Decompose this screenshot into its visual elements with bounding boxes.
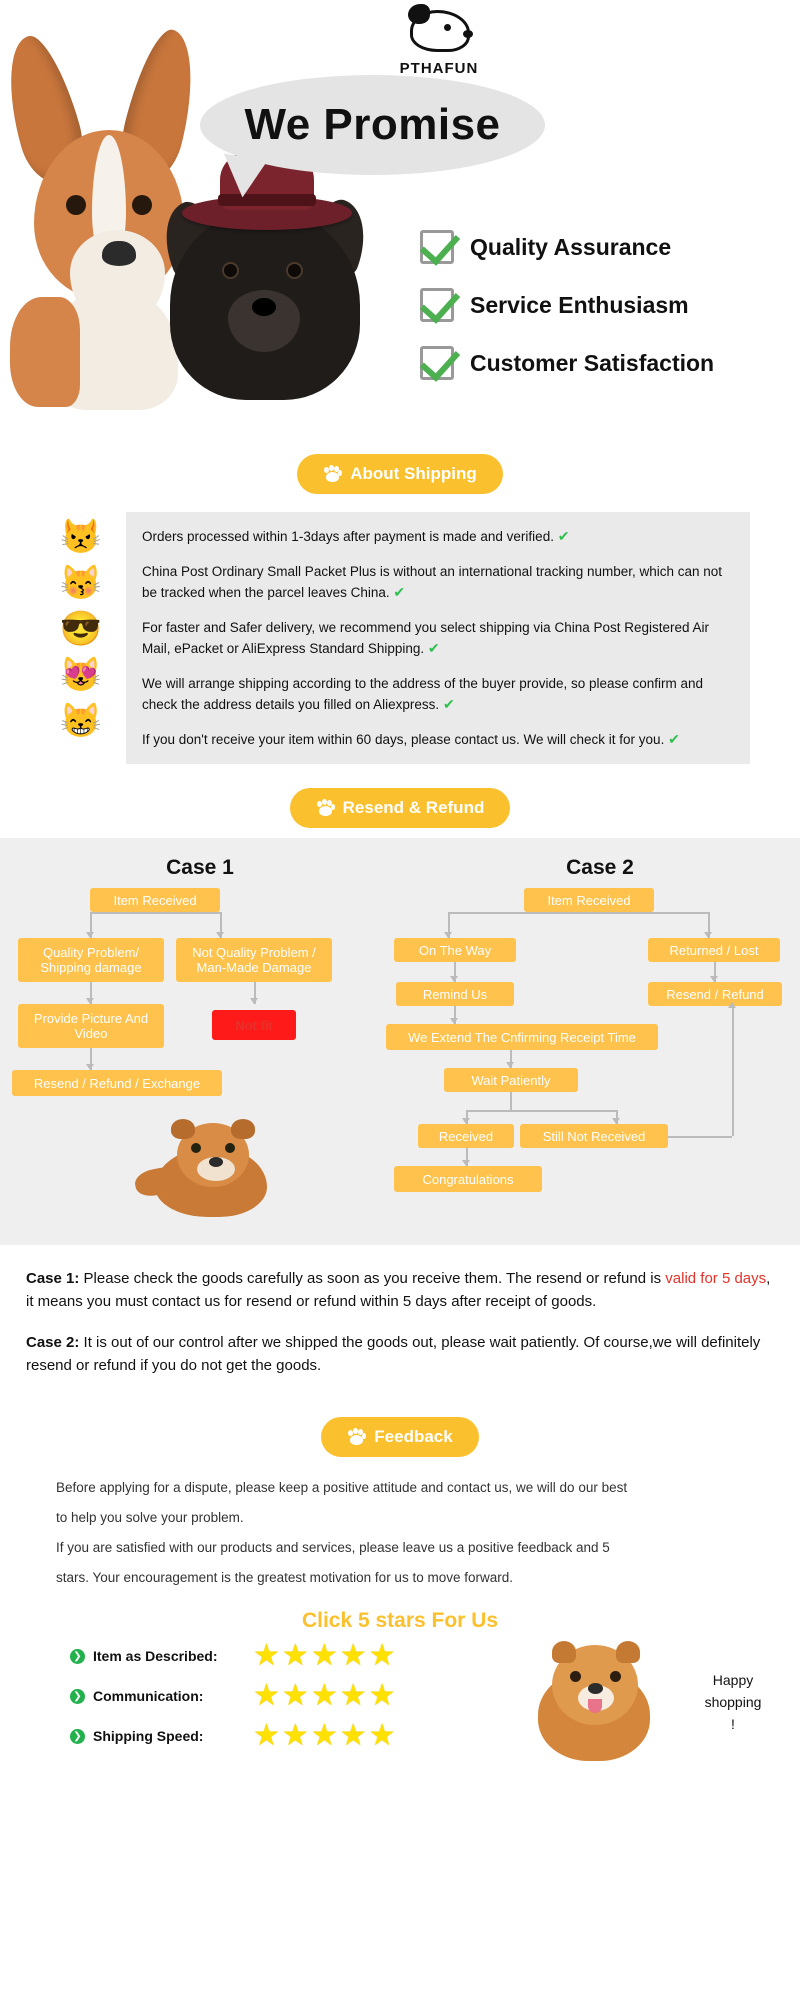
happy-line: ! — [731, 1716, 735, 1732]
case1-note-label: Case 1: — [26, 1270, 80, 1287]
feedback-line: If you are satisfied with our products and services, please leave us a positive feedback and 5 — [56, 1540, 610, 1555]
pomeranian-illustration — [530, 1641, 660, 1761]
flow-box-congratulations: Congratulations — [394, 1166, 542, 1192]
promise-label: Quality Assurance — [470, 233, 672, 260]
section-title: Feedback — [374, 1427, 453, 1446]
shipping-note-text: Orders processed within 1-3days after payment is made and verified. — [142, 529, 554, 544]
star-icon[interactable]: ★ — [310, 1679, 340, 1712]
flow-box-resend-refund-exchange: Resend / Refund / Exchange — [12, 1070, 222, 1096]
flow-box-resend-refund: Resend / Refund — [648, 982, 782, 1006]
shipping-note-text: China Post Ordinary Small Packet Plus is without an international tracking number, which can not be tracked when the parcel leaves China. — [142, 564, 723, 600]
rating-label: Shipping Speed: — [93, 1728, 204, 1744]
case2-note-part1: It is out of our control after we shipped the goods out, please wait patiently. Of course,we will definitely resend or refund if you do not get the goods. — [26, 1334, 761, 1374]
shipping-note — [142, 617, 734, 659]
feedback-line: to help you solve your problem. — [56, 1510, 244, 1525]
cat-wink-icon: 😸 — [59, 702, 103, 740]
flow-box-not-quality-problem: Not Quality Problem / Man-Made Damage — [176, 938, 332, 982]
about-shipping-header — [0, 440, 800, 504]
check-icon: ✔ — [442, 696, 455, 712]
shipping-note — [142, 729, 734, 750]
shipping-note-text: For faster and Safer delivery, we recommend you select shipping via China Post Registered Air Mail, ePacket or AliExpress Standard Shipping. — [142, 620, 710, 656]
section-title: About Shipping — [350, 464, 477, 483]
check-icon: ✔ — [427, 640, 440, 656]
check-icon: ✔ — [557, 528, 570, 544]
flow-box-on-the-way: On The Way — [394, 938, 516, 962]
dog-photo-right — [160, 150, 390, 400]
happy-line: Happy — [712, 1672, 754, 1688]
flow-box-provide-picture: Provide Picture And Video — [18, 1004, 164, 1048]
dog-eye — [286, 262, 303, 279]
happy-shopping-text — [678, 1669, 788, 1735]
shipping-note — [142, 561, 734, 603]
stars-title: Click 5 stars For Us — [301, 1609, 499, 1632]
feedback-header — [0, 1403, 800, 1467]
brand-name: PTHAFUN — [399, 60, 479, 77]
star-icon[interactable]: ★ — [368, 1719, 398, 1752]
shipping-note — [142, 673, 734, 715]
star-icon[interactable]: ★ — [281, 1639, 311, 1672]
check-icon: ✔ — [393, 584, 406, 600]
shipping-section — [0, 504, 800, 774]
star-icon[interactable]: ★ — [310, 1719, 340, 1752]
chevron-right-icon: ❯ — [70, 1649, 85, 1664]
shipping-note-text: We will arrange shipping according to the address of the buyer provide, so please confirm and check the address details you filled on Aliexpress. — [142, 676, 704, 712]
feedback-line: stars. Your encouragement is the greatest motivation for us to move forward. — [56, 1570, 513, 1585]
flow-box-item-received: Item Received — [90, 888, 220, 912]
flow-box-wait-patiently: Wait Patiently — [444, 1068, 578, 1092]
ratings-area — [0, 1641, 800, 1787]
chevron-right-icon: ❯ — [70, 1729, 85, 1744]
promise-item — [420, 230, 780, 264]
checkbox-checked-icon — [420, 288, 454, 322]
star-icon[interactable]: ★ — [310, 1639, 340, 1672]
dog-nose — [102, 241, 136, 266]
happy-line: shopping — [704, 1694, 762, 1710]
case1-note — [26, 1267, 774, 1313]
flow-box-quality-problem: Quality Problem/ Shipping damage — [18, 938, 164, 982]
promise-list — [420, 230, 780, 404]
star-icon[interactable]: ★ — [339, 1679, 369, 1712]
dog-eye — [132, 195, 152, 215]
star-icon[interactable]: ★ — [368, 1679, 398, 1712]
chevron-right-icon: ❯ — [70, 1689, 85, 1704]
flow-box-received: Received — [418, 1124, 514, 1148]
case1-title: Case 1 — [166, 856, 234, 879]
shipping-note — [142, 526, 734, 547]
page-title: We Promise — [244, 100, 501, 149]
checkbox-checked-icon — [420, 230, 454, 264]
hero-banner — [0, 0, 800, 440]
flowchart-section — [0, 838, 800, 1245]
case2-title: Case 2 — [566, 856, 634, 879]
checkbox-checked-icon — [420, 346, 454, 380]
dog-eye — [66, 195, 86, 215]
paw-icon — [347, 1428, 366, 1447]
dog-eye — [222, 262, 239, 279]
star-icon[interactable]: ★ — [281, 1679, 311, 1712]
cat-emoji-column — [50, 512, 112, 764]
check-icon: ✔ — [668, 731, 680, 747]
resend-refund-header — [0, 774, 800, 838]
section-title: Resend & Refund — [342, 798, 485, 817]
promise-label: Service Enthusiasm — [470, 291, 689, 318]
cat-cool-icon: 😎 — [59, 610, 103, 648]
speech-bubble — [200, 75, 550, 185]
case1-note-part2: , it means you must contact us for resend or refund within 5 days after receipt of goods. — [26, 1270, 771, 1310]
case-notes — [0, 1245, 800, 1403]
star-icon[interactable]: ★ — [253, 1719, 282, 1752]
dog-illustration — [135, 1117, 285, 1222]
rating-row-item-as-described — [70, 1641, 800, 1671]
cat-heart-icon: 😻 — [59, 656, 103, 694]
flow-box-extend-time: We Extend The Cnfirming Receipt Time — [386, 1024, 658, 1050]
dog-head-icon — [402, 8, 476, 58]
rating-label: Item as Described: — [93, 1648, 218, 1664]
rating-label: Communication: — [93, 1688, 204, 1704]
case2-note — [26, 1331, 774, 1377]
dog-shoulder — [10, 297, 80, 407]
promise-label: Customer Satisfaction — [470, 349, 715, 376]
dog-nose — [252, 298, 276, 316]
shipping-notes-box — [126, 512, 750, 764]
cat-kiss-icon: 😽 — [59, 564, 103, 602]
promise-item — [420, 346, 780, 380]
flow-box-still-not-received: Still Not Received — [520, 1124, 668, 1148]
star-icon[interactable]: ★ — [253, 1639, 282, 1672]
star-icon[interactable]: ★ — [339, 1639, 369, 1672]
flowchart-case2 — [400, 852, 800, 1227]
star-icon[interactable]: ★ — [368, 1639, 398, 1672]
star-icon[interactable]: ★ — [339, 1719, 369, 1752]
case1-note-part1: Please check the goods carefully as soon as you receive them. The resend or refund is — [79, 1270, 666, 1287]
flow-box-remind-us: Remind Us — [396, 982, 514, 1006]
star-icon[interactable]: ★ — [253, 1679, 282, 1712]
paw-icon — [316, 799, 335, 818]
feedback-text — [0, 1467, 800, 1593]
flowchart-case1 — [0, 852, 400, 1227]
feedback-line: Before applying for a dispute, please keep a positive attitude and contact us, we will do our best — [56, 1480, 628, 1495]
case1-note-highlight: valid for 5 days — [665, 1270, 767, 1287]
promise-item — [420, 288, 780, 322]
case2-note-label: Case 2: — [26, 1334, 80, 1351]
flow-box-not-fit: Not fit — [212, 1010, 296, 1040]
paw-icon — [323, 465, 342, 484]
cat-angry-icon: 😾 — [59, 518, 103, 556]
flow-box-item-received: Item Received — [524, 888, 654, 912]
star-icon[interactable]: ★ — [281, 1719, 311, 1752]
shipping-note-text: If you don't receive your item within 60 days, please contact us. We will check it for you. — [142, 732, 665, 747]
flow-box-returned-lost: Returned / Lost — [648, 938, 780, 962]
